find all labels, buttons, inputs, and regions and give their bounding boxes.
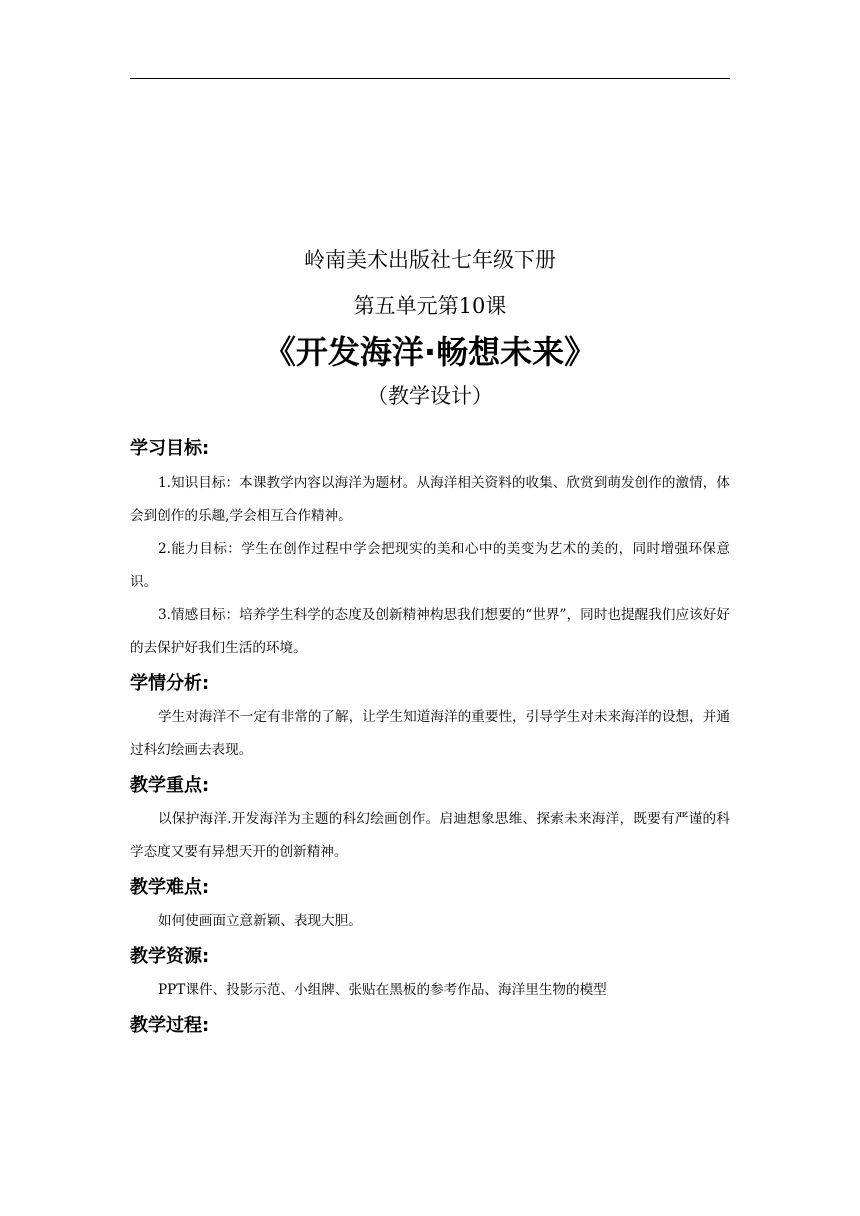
key-points-text: 以保护海洋.开发海洋为主题的科幻绘画创作。启迪想象思维、探索未来海洋，既要有严谨的科学态度又要有异想天开的创新精神。	[130, 811, 730, 860]
publisher-line: 岭南美术出版社七年级下册	[304, 248, 556, 272]
analysis-text: 学生对海洋不一定有非常的了解，让学生知道海洋的重要性，引导学生对未来海洋的设想，并通过科幻绘画去表现。	[130, 709, 730, 758]
header-rule	[130, 78, 730, 79]
process-heading: 教学过程:	[130, 1015, 210, 1036]
key-points-heading: 教学重点:	[130, 775, 210, 796]
resources-heading: 教学资源:	[130, 946, 210, 967]
resources-text: PPT课件、投影示范、小组牌、张贴在黑板的参考作品、海洋里生物的模型	[158, 982, 607, 998]
analysis-heading: 学情分析:	[130, 673, 210, 694]
objective-item: 3.情感目标：培养学生科学的态度及创新精神构思我们想要的“世界”，同时也提醒我们应该好好的去保护好我们生活的环境。	[130, 607, 730, 656]
objective-item: 2.能力目标：学生在创作过程中学会把现实的美和心中的美变为艺术的美的，同时增强环保意识。	[130, 541, 730, 590]
lesson-title: 《开发海洋·畅想未来》	[263, 333, 597, 371]
design-label: （教学设计）	[367, 384, 493, 408]
unit-line: 第五单元第10课	[353, 294, 507, 318]
document-body	[130, 246, 730, 1039]
difficulties-text: 如何使画面立意新颖、表现大胆。	[158, 913, 362, 929]
difficulties-heading: 教学难点:	[130, 877, 210, 898]
objectives-heading: 学习目标:	[130, 438, 210, 459]
objective-item: 1.知识目标：本课教学内容以海洋为题材。从海洋相关资料的收集、欣赏到萌发创作的激情，体会到创作的乐趣,学会相互合作精神。	[130, 475, 730, 524]
